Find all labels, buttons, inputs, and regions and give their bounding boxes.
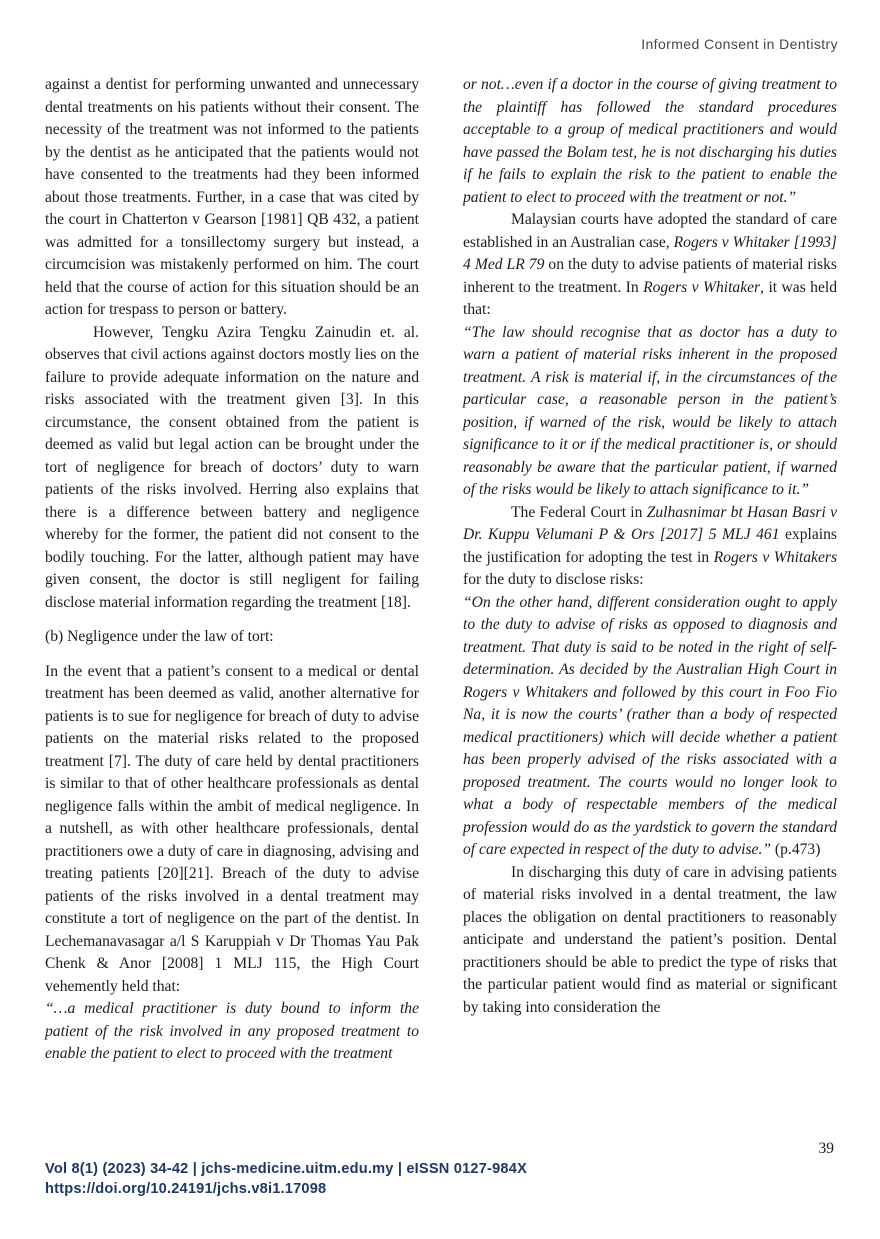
page-number: 39 <box>818 1140 834 1157</box>
paragraph-negligence-tort: In the event that a patient’s consent to a medical or dental treatment has been deemed as valid, another alternative for patients is to sue for negligence for breach of duty to advise patients on the material risks related to the proposed treatment [7]. The duty of care held by dental practitioners is similar to that of other healthcare professionals as dental negligence falls within the ambit of medical negligence. In a nutshell, as with other healthcare professionals, dental practitioners owe a duty of care in diagnosing, advising and treating patients [20][21]. Breach of the duty to advise patients of the risks involved in a dental treatment may constitute a tort of negligence on the part of the dentist. In Lechemanavasagar a/l S Karuppiah v Dr Thomas Yau Pak Chenk & Anor [2008] 1 MLJ 115, the High Court vehemently held that: <box>45 662 419 995</box>
quote-zulhasnimar: “On the other hand, different consideration ought to apply to the duty to advise of risks as opposed to diagnosis and treatment. That duty is said to be noted in the right of self-determination. As decided by the Australian High Court in Rogers v Whitakers and followed by this court in Foo Fio Na, it is now the courts’ (rather than a body of respected medical practitioners) which will decide whether a patient has been properly advised of the risks associated with a proposed treatment. The courts would no longer look to what a body of respectable members of the medical profession would do as the yardstick to govern the standard of care expected in respect of the duty to advise.” (p.473) <box>463 593 837 858</box>
running-head: Informed Consent in Dentistry <box>641 36 838 52</box>
paragraph-federal-court: The Federal Court in Zulhasnimar bt Hasan Basri v Dr. Kuppu Velumani P & Ors [2017] 5 MLJ 461 explains the justification for adopting the test in Rogers v Whitakers for the duty to disclose risks: <box>463 503 838 588</box>
two-column-body <box>45 74 837 1066</box>
right-column <box>463 74 837 1066</box>
footer <box>45 1160 527 1199</box>
section-heading-negligence: (b) Negligence under the law of tort: <box>45 628 274 645</box>
paragraph-tengku-azira: However, Tengku Azira Tengku Zainudin et. al. observes that civil actions against doctors mostly lies on the failure to provide adequate information on the nature and risks associated with the treatment given [3]. In this circumstance, the consent obtained from the patient is deemed as valid but legal action can be brought under the tort of negligence for breach of doctors’ duty to warn patients of the risks involved. Herring also explains that there is a difference between battery and negligence whereby for the former, the patient did not consent to the bodily touching. For the latter, although patient may have given consent, the doctor is still negligent for failing disclose material information regarding the treatment [18]. <box>45 323 419 611</box>
quote-lechemanavasagar-part2: or not…even if a doctor in the course of giving treatment to the plaintiff has followed the standard procedures acceptable to a group of medical practitioners and would have passed the Bolam test, he is not discharging his duties if he fails to explain the risk to the patient to enable the patient to elect to proceed with the treatment or not.” <box>463 76 837 206</box>
paragraph-malaysian-courts: Malaysian courts have adopted the standard of care established in an Australian case, Rogers v Whitaker [1993] 4 Med LR 79 on the duty to advise patients of material risks inherent to the treatment. In Rogers v Whitaker, it was held that: <box>463 211 838 318</box>
footer-citation-line: Vol 8(1) (2023) 34-42 | jchs-medicine.uitm.edu.my | eISSN 0127-984X <box>45 1161 528 1177</box>
quote-lechemanavasagar-part1: “…a medical practitioner is duty bound to inform the patient of the risk involved in any proposed treatment to enable the patient to elect to proceed with the treatment <box>45 1000 419 1062</box>
paragraph-discharging-duty: In discharging this duty of care in advising patients of material risks involved in a dental treatment, the law places the obligation on dental practitioners to reasonably anticipate and understand the patient’s position. Dental practitioners should be able to predict the type of risks that the particular patient would find as material or significant by taking into consideration the <box>463 863 837 1016</box>
left-column <box>45 74 419 1066</box>
quote-rogers-v-whitaker: “The law should recognise that as doctor has a duty to warn a patient of material risks inherent in the proposed treatment. A risk is material if, in the circumstances of the particular case, a reasonable person in the patient’s position, if warned of the risk, would be likely to attach significance to it or if the medical practitioner is, or should reasonably be aware that the particular patient, if warned of the risks would be likely to attach significance to it.” <box>463 323 837 498</box>
paragraph-battery-continuation: against a dentist for performing unwanted and unnecessary dental treatments on his patients without their consent. The necessity of the treatment was not informed to the patients by the dentist as he anticipated that the patients would not have consented to the treatments had they been informed about those treatments. Further, in a case that was cited by the court in Chatterton v Gearson [1981] QB 432, a patient was admitted for a tonsillectomy surgery but instead, a circumcision was mistakenly performed on him. The court held that the course of action for this situation should be an action for trespass to person or battery. <box>45 76 419 318</box>
footer-doi-link[interactable]: https://doi.org/10.24191/jchs.v8i1.17098 <box>45 1180 327 1197</box>
